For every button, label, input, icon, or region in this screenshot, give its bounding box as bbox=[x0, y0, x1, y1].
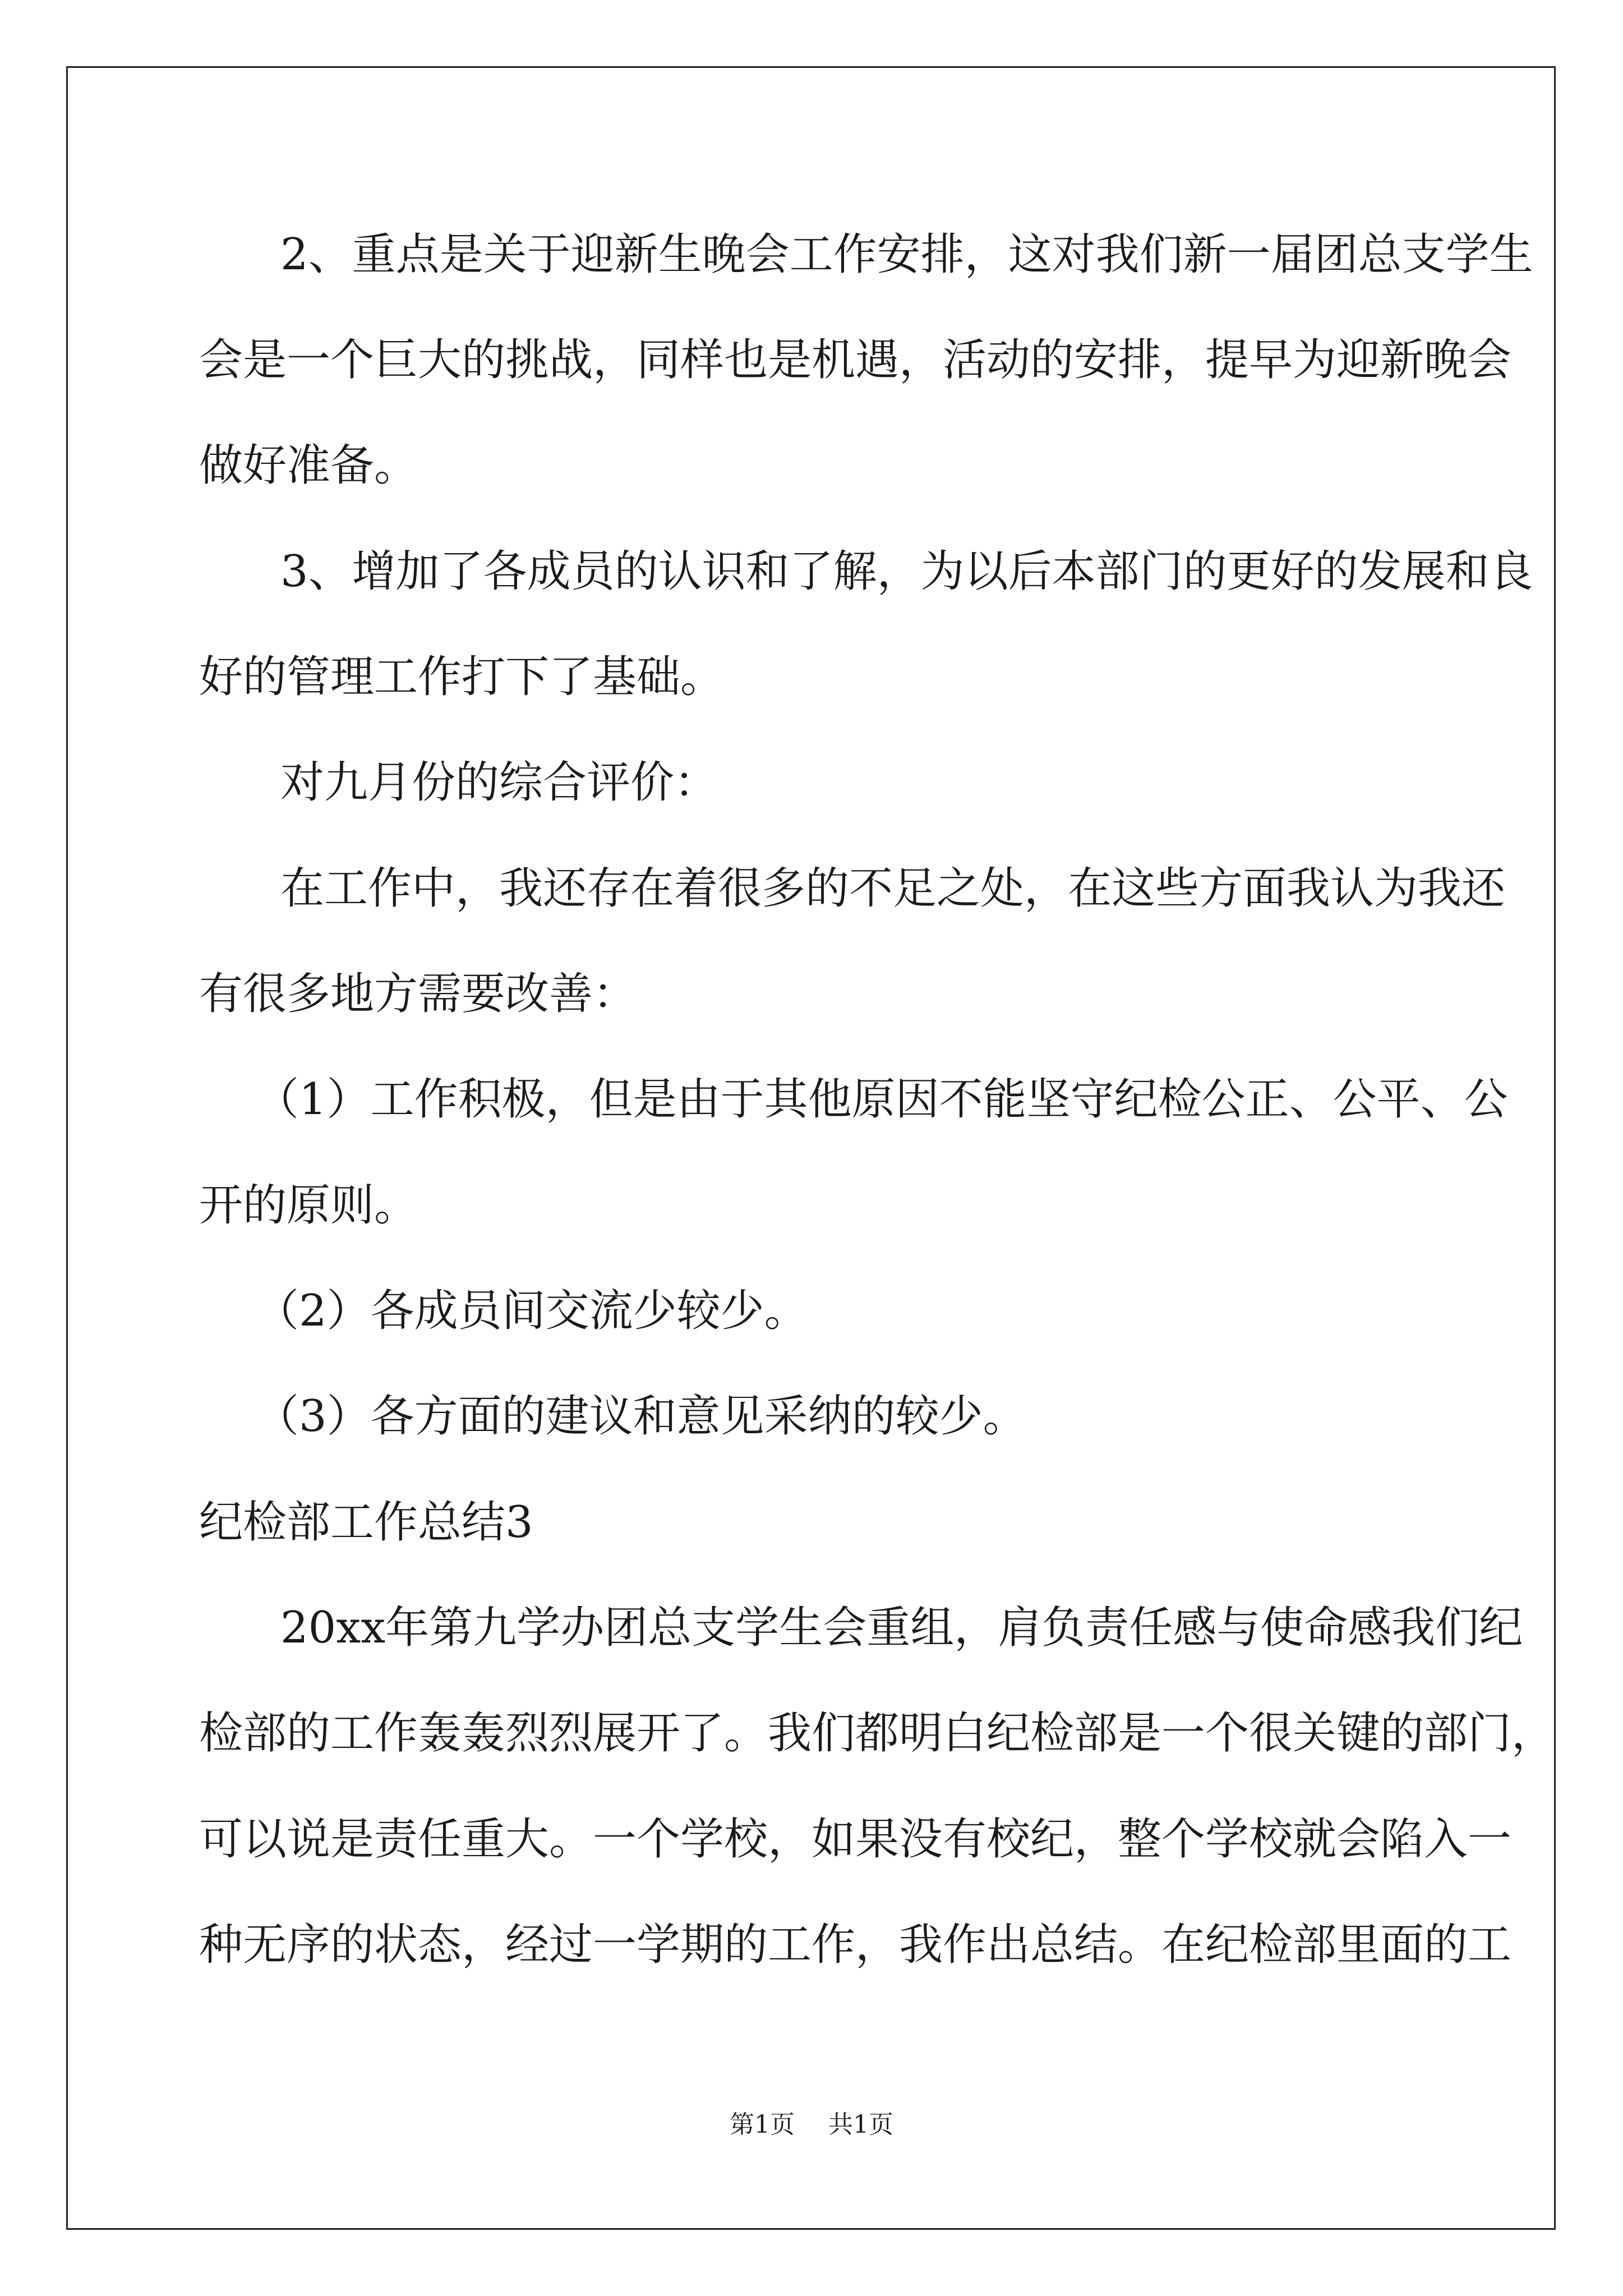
paragraph-line: 会是一个巨大的挑战，同样也是机遇，活动的安排，提早为迎新晚会 bbox=[199, 335, 1512, 385]
section-heading: 纪检部工作总结3 bbox=[199, 1497, 533, 1548]
paragraph-line: 做好准备。 bbox=[199, 440, 418, 491]
list-item-line: 开的原则。 bbox=[199, 1180, 418, 1231]
paragraph-line: 可以说是责任重大。一个学校，如果没有校纪，整个学校就会陷入一 bbox=[199, 1814, 1512, 1865]
page-footer bbox=[0, 2110, 1623, 2139]
page-number: 第1页 bbox=[730, 2110, 795, 2139]
paragraph-line: 对九月份的综合评价： bbox=[280, 757, 718, 808]
list-item-line: （1）工作积极，但是由于其他原因不能坚守纪检公正、公平、公 bbox=[255, 1074, 1508, 1125]
paragraph-line: 好的管理工作打下了基础。 bbox=[199, 652, 725, 702]
paragraph-line: 检部的工作轰轰烈烈展开了。我们都明白纪检部是一个很关键的部门， bbox=[199, 1708, 1556, 1759]
page-border bbox=[66, 66, 1556, 2230]
paragraph-line: 2、重点是关于迎新生晚会工作安排，这对我们新一届团总支学生 bbox=[280, 229, 1533, 280]
page-total: 共1页 bbox=[828, 2110, 893, 2139]
list-item-line: （3）各方面的建议和意见采纳的较少。 bbox=[255, 1391, 1027, 1442]
paragraph-line: 20xx年第九学办团总支学生会重组，肩负责任感与使命感我们纪 bbox=[280, 1603, 1523, 1653]
paragraph-line: 在工作中，我还存在着很多的不足之处，在这些方面我认为我还 bbox=[280, 863, 1506, 914]
paragraph-line: 有很多地方需要改善： bbox=[199, 969, 637, 1019]
paragraph-line: 种无序的状态，经过一学期的工作，我作出总结。在纪检部里面的工 bbox=[199, 1920, 1512, 1970]
list-item-line: （2）各成员间交流少较少。 bbox=[255, 1286, 808, 1336]
paragraph-line: 3、增加了各成员的认识和了解，为以后本部门的更好的发展和良 bbox=[280, 546, 1533, 597]
